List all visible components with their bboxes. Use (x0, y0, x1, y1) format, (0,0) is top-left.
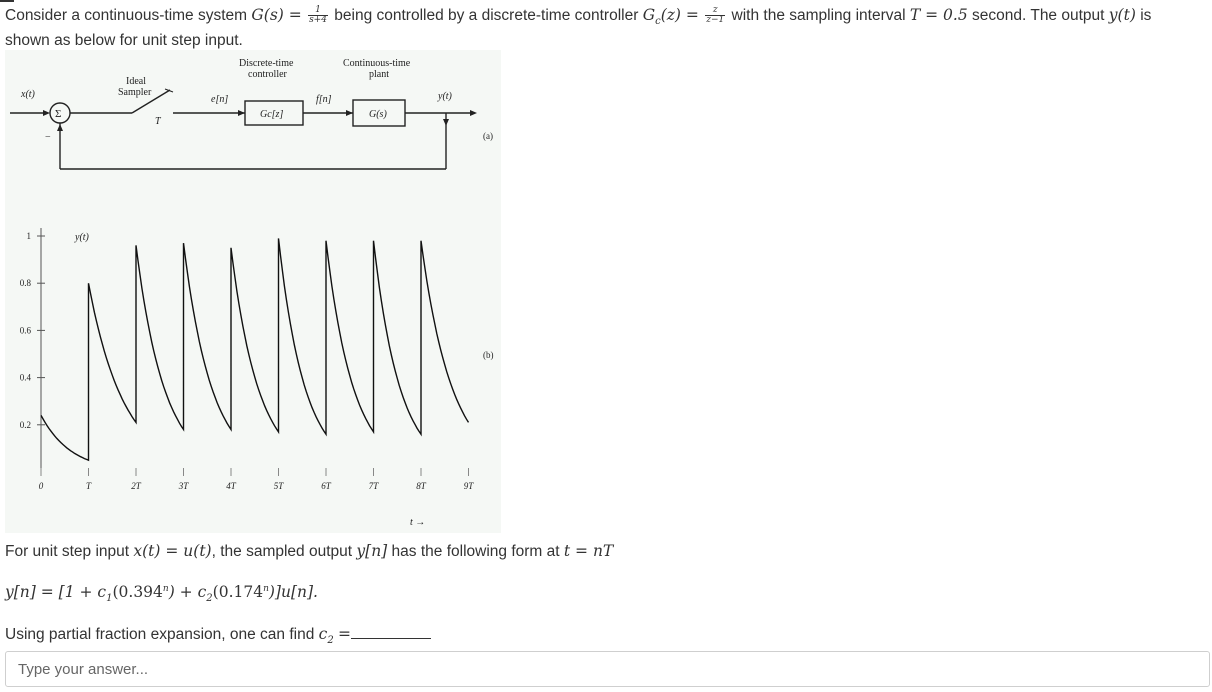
plant-block-label: G(s) (369, 109, 387, 120)
input-equation: x(t) = u(t) (133, 542, 212, 560)
c2-symbol: $c_2$ (318, 625, 334, 647)
question-text: being controlled by a discrete-time controller (334, 7, 639, 24)
controller-block-label: Gc[z] (260, 109, 284, 120)
question-text: Consider a continuous-time system (5, 7, 248, 24)
x-tick-label: 5T (273, 481, 284, 491)
plant-title: Continuous-time (343, 58, 411, 69)
sampling-interval: T = 0.5 (909, 6, 968, 24)
f-label: f[n] (316, 94, 332, 105)
question-text: , the sampled output (211, 543, 353, 560)
x-tick-label: 0 (38, 481, 44, 491)
x-tick-label: 7T (368, 481, 379, 491)
controller-title: controller (248, 69, 287, 80)
pfe-line (5, 624, 431, 646)
output-symbol: y(t) (1108, 6, 1136, 24)
question-text: For unit step input (5, 543, 130, 560)
controller-title: Discrete-time (239, 58, 294, 69)
sampler-period: T (155, 116, 161, 127)
x-label: x(t) (21, 89, 35, 100)
yn-symbol: y[n] (356, 542, 388, 560)
top-mark (0, 0, 14, 2)
equals-sign: = (338, 625, 352, 643)
y-tick-label: 0.8 (19, 278, 31, 289)
error-label: e[n] (211, 94, 229, 105)
x-tick-label: 8T (416, 481, 426, 491)
plant-fraction: $\frac{1}{s+4}$ (309, 5, 327, 26)
question-text: second. The output (972, 7, 1105, 24)
x-tick-label: 4T (226, 481, 236, 491)
time-sample: t = nT (563, 542, 614, 560)
x-tick-label: 3T (178, 481, 189, 491)
plot-y-label: y(t) (75, 232, 89, 243)
figure (5, 50, 501, 533)
sum-symbol: Σ (55, 108, 62, 120)
question-text: Using partial fraction expansion, one can find (5, 626, 315, 643)
output-equation: $y[n] = [1 + c_1(0.394^n) + c_2(0.174^n)]u[n]$. (5, 583, 318, 605)
plant-title: plant (369, 69, 389, 80)
controller-fraction: $\frac{z}{z-1}$ (706, 5, 725, 26)
minus-sign: − (45, 132, 51, 143)
y-tick-label: 1 (26, 231, 31, 241)
answer-blank (351, 624, 431, 639)
form-line (5, 542, 613, 561)
panel-b-label: (b) (483, 350, 494, 360)
x-tick-label: T (85, 481, 92, 491)
question-text: is (1140, 7, 1152, 24)
y-tick-label: 0.6 (19, 325, 31, 336)
answer-input[interactable] (5, 651, 1210, 687)
controller-equation-lhs: $G_c(z)$ = (642, 6, 699, 28)
y-tick-label: 0.2 (19, 419, 31, 430)
question-line-1 (5, 6, 1151, 27)
question-line-2: shown as below for unit step input. (5, 32, 243, 49)
time-axis-label: t → (410, 517, 426, 528)
panel-a-label: (a) (483, 131, 493, 141)
plant-equation-lhs: G(s) = (251, 6, 302, 24)
question-text: with the sampling interval (731, 7, 906, 24)
output-label: y(t) (438, 91, 452, 102)
sampler-label: Sampler (118, 87, 152, 98)
x-tick-label: 2T (131, 481, 141, 491)
equation-line (5, 583, 318, 604)
y-tick-label: 0.4 (19, 372, 31, 383)
x-tick-label: 6T (321, 481, 331, 491)
question-text: has the following form at (391, 543, 560, 560)
x-tick-label: 9T (463, 481, 474, 491)
figure-background (5, 50, 501, 533)
sampler-label: Ideal (126, 76, 146, 87)
